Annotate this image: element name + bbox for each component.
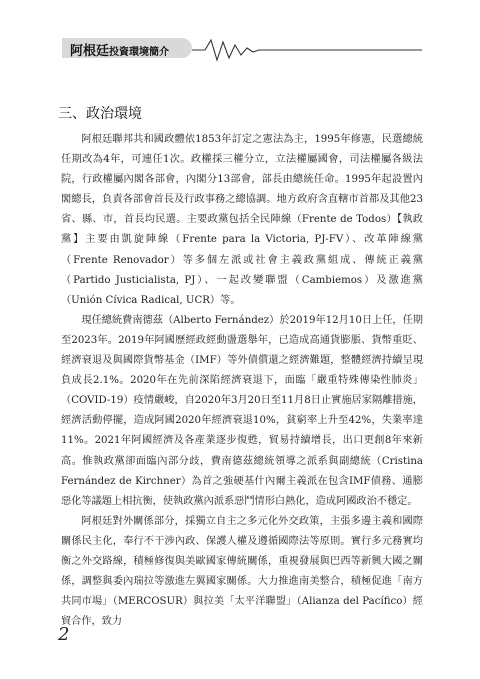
section-title: 三、政治環境 (58, 106, 142, 122)
running-header (0, 38, 480, 62)
paragraph: 現任總統費南德茲（Alberto Fernández）於2019年12月10日上任，任期至2023年。2019年阿國歷經政經動盪選舉年，已造成高通貨膨脹、貨幣重貶、經濟衰退及與國際貨幣基金（IMF）等外債償還之經濟難題，整體經濟持續呈現負成長2.1%。2020年在先前深陷經濟衰退下，面臨「嚴重特殊傳染性肺炎」（COVID-19）疫情嚴峻，自2020年3月20日至11月8日止實施居家隔離措施，經濟活動停擺，造成阿國2020年經濟衰退10%，貧窮率上升至42%，失業率達11%。2021年阿國經濟及各產業逐步復甦，貿易持續增長，出口更創8年來新高。惟執政黨卻面臨內部分歧，費南德茲總統領導之派系與副總統（Cristina Fernández de Kirchner）為首之強硬基什內爾主義派在包含IMF債務、通膨惡化等議題上相抗衡，使執政黨內派系惡鬥情形白熱化，造成阿國政治不穩定。 (61, 314, 423, 507)
body-text (61, 130, 423, 632)
paragraph: 阿根廷對外關係部分，採獨立自主之多元化外交政策，主張多邊主義和國際關係民主化，奉行不干涉內政、保護人權及遵循國際法等原則。實行多元務實均衡之外交路線，積極修復與美歐國家傳統關係，重視發展與巴西等新興大國之關係，調整與委內瑞拉等激進左翼國家關係。大力推進南美整合，積極促進「南方共同市場」（MERCOSUR）與拉美「太平洋聯盟」（Alianza del Pacífico）經貿合作，致力 (61, 515, 423, 628)
page-number: 2 (58, 624, 70, 645)
header-title (70, 40, 169, 59)
paragraph: 阿根廷聯邦共和國政體依1853年訂定之憲法為主，1995年修憲，民選總統任期改為4年，可連任1次。政權採三權分立，立法權屬國會，司法權屬各級法院，行政權屬內閣各部會，內閣分13部會，部長由總統任命。1995年起設置內閣總長，負責各部會首長及行政事務之總協調。地方政府含直轄市首都及其他23省、縣、市，首長均民選。主要政黨包括全民陣線（Frente de Todos）【執政黨】主要由凱旋陣線（Frente para la Victoria, PJ-FV）、改革陣線黨（Frente Renovador）等多個左派或社會主義政黨組成、傳統正義黨（Partido Justicialista, PJ）、一起改變聯盟（Cambiemos）及激進黨（Unión Cívica Radical, UCR）等。 (61, 134, 423, 306)
header-title-sub: 投資環境簡介 (109, 47, 170, 58)
header-title-main: 阿根廷 (70, 44, 110, 59)
